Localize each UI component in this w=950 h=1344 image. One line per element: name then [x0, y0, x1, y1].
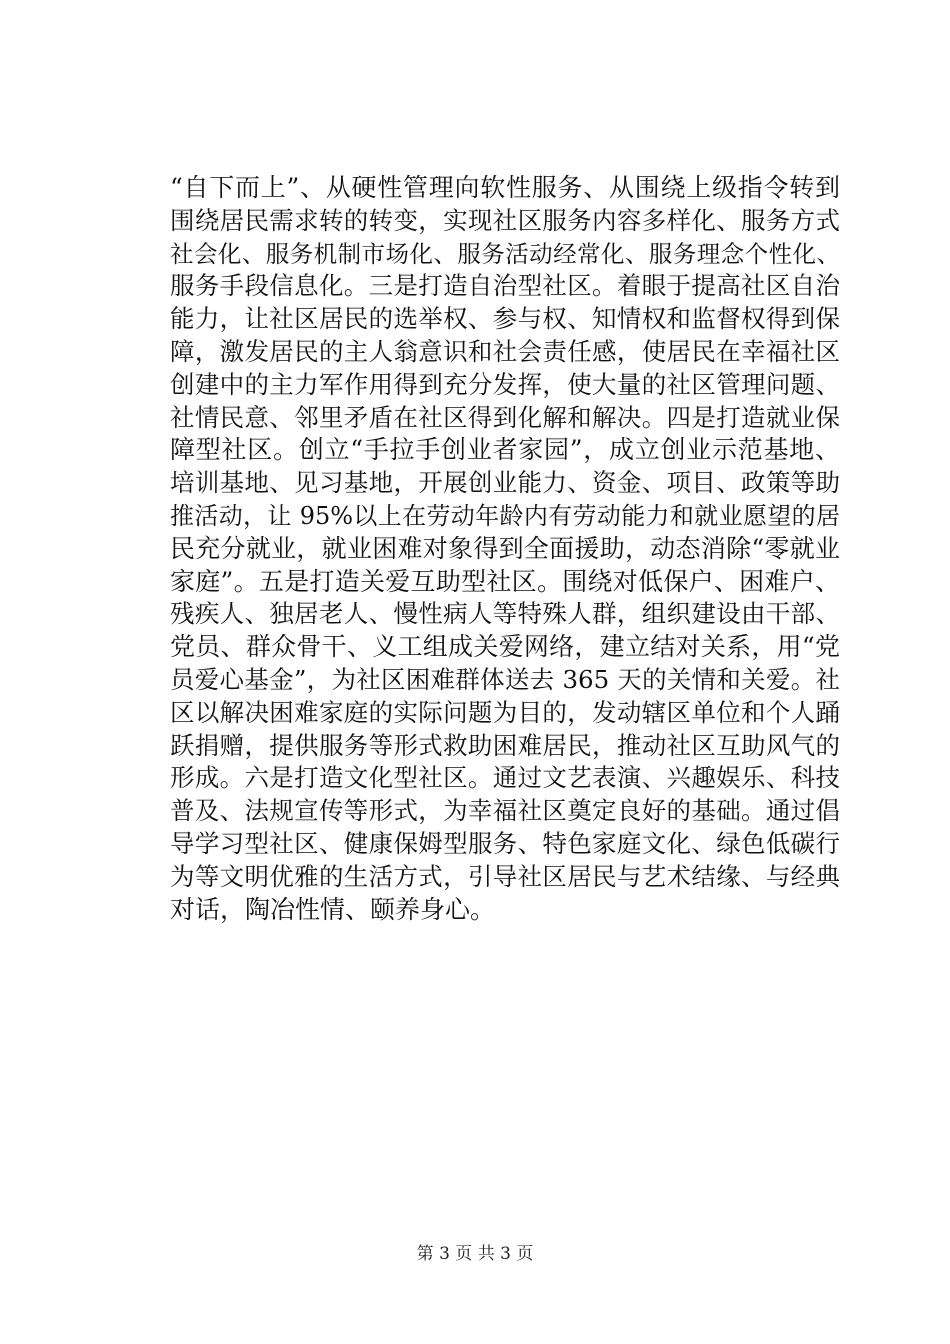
text-line: 社会化、服务机制市场化、服务活动经常化、服务理念个性化、 — [170, 239, 840, 268]
text-line: 导学习型社区、健康保姆型服务、特色家庭文化、绿色低碳行 — [170, 828, 840, 858]
body-paragraph — [170, 172, 840, 926]
text-line: 能力，让社区居民的选举权、参与权、知情权和监督权得到保 — [170, 304, 840, 334]
text-line: 跃捐赠，提供服务等形式救助困难居民，推动社区互助风气的 — [170, 730, 840, 760]
text-line: “自下而上”、从硬性管理向软性服务、从围绕上级指令转到 — [170, 173, 840, 202]
text-line: 区以解决困难家庭的实际问题为目的，发动辖区单位和个人踊 — [170, 697, 840, 727]
text-line: 家庭”。五是打造关爱互助型社区。围绕对低保户、困难户、 — [170, 566, 840, 596]
text-line: 服务手段信息化。三是打造自治型社区。着眼于提高社区自治 — [170, 271, 840, 301]
text-line: 普及、法规宣传等形式，为幸福社区奠定良好的基础。通过倡 — [170, 796, 840, 826]
text-line: 党员、群众骨干、义工组成关爱网络，建立结对关系，用“党 — [170, 632, 840, 662]
text-line: 障，激发居民的主人翁意识和社会责任感，使居民在幸福社区 — [170, 336, 840, 366]
text-line: 员爱心基金”，为社区困难群体送去 365 天的关情和关爱。社 — [170, 664, 840, 694]
text-line: 创建中的主力军作用得到充分发挥，使大量的社区管理问题、 — [170, 369, 840, 399]
text-line: 障型社区。创立“手拉手创业者家园”，成立创业示范基地、 — [170, 435, 840, 465]
text-line: 社情民意、邻里矛盾在社区得到化解和解决。四是打造就业保 — [170, 402, 840, 432]
text-line: 培训基地、见习基地，开展创业能力、资金、项目、政策等助 — [170, 468, 840, 498]
text-line: 形成。六是打造文化型社区。通过文艺表演、兴趣娱乐、科技 — [170, 763, 840, 793]
text-line: 推活动，让 95%以上在劳动年龄内有劳动能力和就业愿望的居 — [170, 501, 840, 530]
text-line: 残疾人、独居老人、慢性病人等特殊人群，组织建设由干部、 — [170, 599, 840, 629]
text-line: 对话，陶冶性情、颐养身心。 — [170, 894, 496, 924]
text-line: 民充分就业，就业困难对象得到全面援助，动态消除“零就业 — [170, 533, 840, 563]
page-footer: 第 3 页 共 3 页 — [416, 1244, 534, 1264]
text-line: 为等文明优雅的生活方式，引导社区居民与艺术结缘、与经典 — [170, 861, 840, 891]
text-line: 围绕居民需求转的转变，实现社区服务内容多样化、服务方式 — [170, 205, 840, 235]
